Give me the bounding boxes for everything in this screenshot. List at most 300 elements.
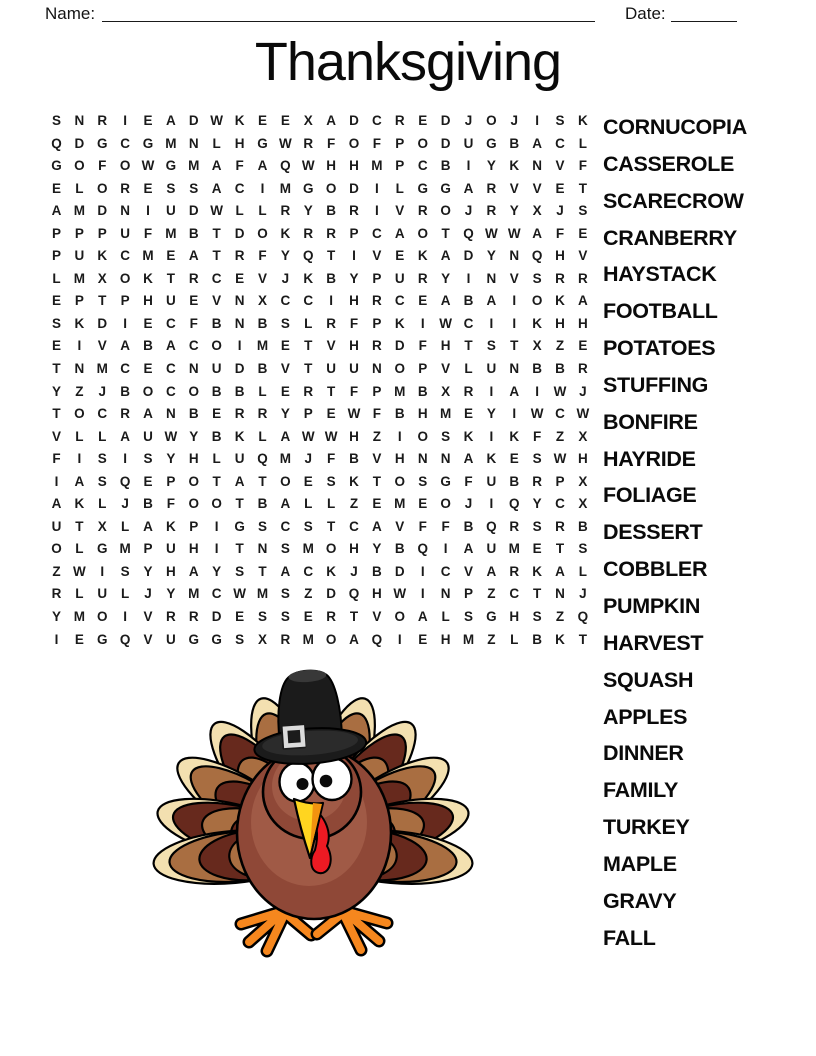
grid-letter: D (188, 203, 199, 219)
grid-letter: L (395, 180, 404, 196)
grid-letter: R (372, 293, 382, 309)
grid-letter: E (51, 180, 61, 196)
grid-letter: P (143, 541, 153, 557)
grid-letter: B (417, 383, 428, 399)
grid-letter: J (121, 496, 129, 512)
word-list-item: CASSEROLE (603, 151, 735, 176)
grid-letter: Y (532, 496, 542, 512)
grid-letter: H (166, 563, 176, 579)
grid-letter: L (258, 428, 267, 444)
grid-letter: J (281, 270, 290, 286)
grid-letter: R (532, 473, 543, 489)
grid-letter: R (166, 609, 176, 625)
grid-letter: N (440, 451, 451, 467)
grid-letter: Y (166, 586, 176, 602)
grid-letter: E (235, 609, 245, 625)
word-list-item: PUMPKIN (603, 593, 701, 618)
grid-letter: U (326, 361, 336, 377)
grid-row (45, 110, 594, 133)
grid-letter: D (97, 315, 108, 331)
grid-letter: S (441, 428, 451, 444)
grid-letter: C (349, 518, 359, 534)
grid-letter: C (555, 496, 565, 512)
grid-letter: H (326, 158, 336, 174)
grid-letter: C (555, 135, 565, 151)
grid-letter: R (188, 609, 199, 625)
grid-letter: I (54, 473, 59, 489)
grid-letter: R (326, 315, 336, 331)
grid-row (45, 245, 594, 268)
grid-letter: V (372, 451, 382, 467)
right-pupil (320, 775, 333, 788)
grid-letter: E (51, 293, 61, 309)
grid-letter: K (166, 518, 176, 534)
grid-letter: B (211, 428, 222, 444)
grid-letter: Y (486, 158, 496, 174)
word-list-item: FAMILY (603, 778, 679, 803)
grid-letter: E (578, 338, 588, 354)
grid-letter: I (214, 518, 219, 534)
grid-letter: Q (509, 496, 520, 512)
grid-letter: F (143, 225, 153, 241)
grid-letter: M (394, 496, 406, 512)
grid-letter: B (509, 135, 520, 151)
grid-letter: K (532, 563, 543, 579)
grid-letter: W (210, 203, 224, 219)
grid-letter: O (325, 180, 337, 196)
grid-letter: B (532, 361, 543, 377)
grid-letter: K (509, 158, 520, 174)
grid-letter: X (578, 428, 588, 444)
grid-letter: O (74, 158, 85, 174)
grid-row (45, 493, 594, 516)
grid-letter: R (486, 180, 497, 196)
grid-letter: I (489, 428, 494, 444)
grid-letter: Z (75, 383, 84, 399)
grid-letter: S (257, 518, 267, 534)
grid-letter: E (189, 293, 199, 309)
grid-letter: I (352, 248, 356, 264)
grid-letter: M (96, 361, 108, 377)
grid-letter: T (75, 518, 84, 534)
grid-letter: R (349, 203, 359, 219)
grid-letter: I (512, 315, 517, 331)
grid-letter: R (280, 203, 291, 219)
grid-letter: F (578, 158, 588, 174)
grid-letter: T (555, 541, 565, 557)
grid-letter: P (349, 225, 359, 241)
grid-letter: B (326, 203, 336, 219)
grid-letter: P (51, 248, 61, 264)
grid-row (45, 516, 594, 539)
grid-letter: I (420, 563, 425, 579)
grid-letter: U (486, 473, 497, 489)
grid-letter: K (486, 451, 497, 467)
grid-row (45, 629, 594, 652)
grid-letter: W (553, 451, 567, 467)
grid-letter: W (301, 428, 315, 444)
grid-letter: A (440, 248, 451, 264)
grid-letter: R (303, 383, 314, 399)
grid-letter: D (97, 203, 108, 219)
grid-letter: R (326, 609, 336, 625)
grid-letter: R (578, 270, 588, 286)
grid-letter: T (235, 541, 244, 557)
grid-letter: U (166, 293, 176, 309)
word-list-item: MAPLE (603, 851, 677, 876)
grid-letter: T (578, 631, 588, 647)
grid-letter: O (280, 473, 291, 489)
grid-letter: E (372, 496, 382, 512)
grid-letter: W (141, 158, 155, 174)
grid-letter: T (441, 225, 450, 241)
grid-letter: Z (487, 586, 496, 602)
grid-letter: Y (51, 383, 61, 399)
grid-letter: K (303, 270, 314, 286)
grid-letter: O (211, 496, 222, 512)
grid-letter: R (120, 180, 130, 196)
grid-letter: A (120, 338, 130, 354)
grid-letter: T (464, 338, 473, 354)
grid-letter: P (395, 135, 405, 151)
grid-letter: N (188, 135, 199, 151)
grid-letter: B (532, 631, 543, 647)
grid-letter: I (420, 586, 425, 602)
grid-letter: G (96, 541, 108, 557)
grid-letter: C (166, 315, 176, 331)
grid-letter: E (74, 631, 84, 647)
grid-letter: O (257, 225, 268, 241)
word-list-item: POTATOES (603, 336, 716, 361)
grid-letter: F (372, 406, 382, 422)
grid-letter: L (304, 496, 313, 512)
grid-letter: L (75, 180, 84, 196)
grid-letter: A (463, 180, 474, 196)
grid-letter: H (349, 428, 359, 444)
grid-letter: U (166, 541, 176, 557)
grid-letter: Q (463, 225, 474, 241)
grid-letter: H (440, 338, 451, 354)
grid-letter: I (420, 315, 425, 331)
grid-letter: I (214, 541, 219, 557)
grid-letter: W (301, 158, 315, 174)
grid-letter: F (533, 428, 542, 444)
grid-letter: B (211, 383, 222, 399)
grid-letter: D (234, 361, 245, 377)
grid-letter: U (234, 451, 245, 467)
grid-letter: O (188, 496, 200, 512)
grid-letter: O (119, 270, 131, 286)
grid-letter: V (395, 203, 405, 219)
grid-letter: I (535, 383, 540, 399)
grid-letter: Y (212, 563, 222, 579)
grid-letter: V (555, 158, 565, 174)
grid-letter: L (212, 135, 221, 151)
grid-letter: C (120, 135, 130, 151)
grid-letter: P (166, 473, 176, 489)
grid-letter: N (509, 248, 520, 264)
grid-letter: K (326, 563, 336, 579)
grid-letter: I (77, 338, 82, 354)
grid-row (45, 448, 594, 471)
grid-letter: J (350, 563, 358, 579)
grid-letter: F (372, 135, 382, 151)
grid-row (45, 268, 594, 291)
grid-letter: Y (349, 270, 359, 286)
grid-letter: B (394, 406, 405, 422)
grid-letter: U (486, 541, 497, 557)
grid-letter: E (143, 361, 153, 377)
grid-letter: S (578, 203, 588, 219)
grid-letter: U (97, 586, 108, 602)
grid-letter: C (188, 338, 199, 354)
grid-letter: K (234, 113, 245, 128)
grid-letter: Z (349, 496, 359, 512)
grid-letter: U (143, 428, 153, 444)
grid-letter: S (280, 315, 290, 331)
grid-letter: E (280, 113, 290, 128)
grid-letter: N (372, 361, 382, 377)
grid-letter: G (211, 631, 222, 647)
grid-letter: I (512, 406, 517, 422)
grid-letter: A (257, 158, 268, 174)
grid-letter: E (143, 180, 153, 196)
grid-letter: P (120, 293, 130, 309)
grid-letter: V (372, 248, 382, 264)
grid-letter: H (188, 541, 199, 557)
grid-letter: C (120, 248, 130, 264)
grid-letter: T (52, 406, 61, 422)
grid-letter: J (464, 113, 473, 128)
grid-letter: W (347, 406, 361, 422)
grid-letter: L (304, 315, 313, 331)
grid-letter: T (510, 338, 519, 354)
grid-letter: U (166, 203, 176, 219)
grid-letter: T (235, 496, 244, 512)
grid-letter: S (532, 451, 542, 467)
grid-letter: A (532, 135, 543, 151)
grid-letter: E (143, 315, 153, 331)
grid-letter: A (280, 428, 291, 444)
grid-letter: O (142, 383, 154, 399)
grid-letter: C (234, 180, 245, 196)
grid-letter: L (578, 563, 588, 579)
turkey-illustration (143, 662, 483, 960)
grid-letter: M (279, 180, 291, 196)
grid-letter: X (532, 338, 542, 354)
grid-letter: I (397, 631, 402, 647)
grid-letter: M (394, 383, 406, 399)
date-label: Date: (625, 4, 666, 23)
grid-row (45, 606, 594, 629)
grid-letter: S (555, 113, 565, 128)
grid-letter: P (395, 158, 405, 174)
grid-letter: I (489, 383, 494, 399)
grid-letter: M (188, 158, 200, 174)
grid-letter: V (212, 293, 222, 309)
grid-letter: K (555, 631, 565, 647)
grid-letter: H (349, 158, 359, 174)
grid-letter: B (143, 338, 153, 354)
word-list-item: COBBLER (603, 557, 708, 582)
grid-letter: F (441, 518, 450, 534)
grid-letter: B (440, 158, 451, 174)
grid-letter: M (462, 631, 475, 647)
grid-letter: O (417, 225, 428, 241)
name-blank-line (102, 2, 595, 22)
grid-letter: R (97, 113, 108, 128)
grid-letter: R (578, 361, 588, 377)
grid-letter: P (372, 383, 382, 399)
word-list-item: CORNUCOPIA (603, 115, 747, 139)
grid-letter: S (326, 473, 336, 489)
grid-letter: I (123, 113, 127, 128)
grid-letter: A (143, 406, 153, 422)
grid-letter: E (418, 631, 428, 647)
grid-letter: R (51, 586, 62, 602)
grid-letter: A (280, 563, 291, 579)
grid-letter: N (440, 586, 451, 602)
grid-letter: K (143, 270, 153, 286)
grid-letter: T (533, 586, 542, 602)
grid-letter: A (440, 293, 451, 309)
grid-letter: R (417, 203, 428, 219)
grid-letter: M (508, 541, 520, 557)
grid-letter: A (234, 473, 245, 489)
grid-letter: H (394, 451, 405, 467)
grid-letter: A (417, 609, 428, 625)
grid-letter: F (189, 315, 198, 331)
grid-letter: D (234, 225, 245, 241)
grid-letter: M (256, 338, 269, 354)
grid-letter: K (532, 315, 543, 331)
grid-letter: H (349, 338, 359, 354)
grid-letter: I (489, 315, 494, 331)
grid-letter: E (143, 113, 153, 128)
grid-letter: X (97, 518, 107, 534)
grid-letter: Q (119, 473, 131, 489)
grid-row (45, 426, 594, 449)
word-list-item: CRANBERRY (603, 225, 737, 250)
grid-letter: P (51, 225, 61, 241)
grid-letter: D (440, 113, 451, 128)
grid-letter: A (486, 293, 497, 309)
word-list-item: STUFFING (603, 372, 709, 397)
grid-letter: G (165, 158, 177, 174)
grid-letter: A (280, 496, 291, 512)
grid-letter: F (464, 473, 473, 489)
grid-letter: L (52, 270, 61, 286)
word-list-item: TURKEY (603, 815, 690, 840)
grid-letter: Z (304, 586, 313, 602)
grid-letter: T (212, 225, 221, 241)
grid-letter: G (188, 631, 200, 647)
grid-letter: C (463, 315, 474, 331)
grid-letter: E (303, 609, 313, 625)
grid-letter: S (303, 518, 313, 534)
grid-letter: W (164, 428, 178, 444)
grid-letter: Z (555, 609, 565, 625)
grid-letter: E (303, 473, 313, 489)
grid-letter: C (166, 383, 176, 399)
grid-letter: D (394, 338, 405, 354)
grid-letter: N (166, 406, 176, 422)
grid-letter: G (417, 180, 428, 196)
grid-letter: M (302, 631, 314, 647)
grid-letter: B (120, 383, 130, 399)
grid-letter: Y (372, 541, 382, 557)
grid-letter: H (234, 135, 245, 151)
grid-letter: I (77, 451, 82, 467)
grid-letter: U (486, 361, 497, 377)
grid-letter: A (166, 338, 176, 354)
grid-letter: Y (303, 203, 313, 219)
grid-letter: T (304, 361, 313, 377)
grid-letter: I (466, 158, 471, 174)
grid-row (45, 223, 594, 246)
grid-letter: P (372, 315, 382, 331)
grid-letter: N (417, 451, 428, 467)
grid-row (45, 313, 594, 336)
grid-letter: C (166, 361, 176, 377)
grid-letter: P (303, 406, 313, 422)
grid-letter: F (418, 338, 427, 354)
grid-letter: E (257, 113, 267, 128)
grid-letter: Q (577, 609, 589, 625)
grid-letter: T (327, 518, 336, 534)
grid-letter: Y (486, 406, 496, 422)
grid-letter: W (233, 586, 246, 602)
grid-letter: O (96, 180, 108, 196)
grid-letter: E (395, 248, 405, 264)
grid-letter: I (489, 496, 494, 512)
grid-letter: G (440, 473, 451, 489)
grid-letter: V (441, 361, 451, 377)
grid-letter: D (74, 135, 85, 151)
grid-letter: T (372, 473, 382, 489)
grid-letter: A (463, 541, 474, 557)
grid-letter: V (509, 270, 519, 286)
grid-letter: G (96, 631, 108, 647)
grid-letter: K (234, 428, 245, 444)
grid-letter: A (188, 563, 199, 579)
grid-letter: P (463, 586, 473, 602)
grid-letter: H (349, 293, 359, 309)
grid-letter: N (234, 293, 245, 309)
grid-letter: Z (555, 338, 565, 354)
grid-letter: C (120, 361, 130, 377)
grid-letter: M (165, 135, 177, 151)
grid-letter: A (120, 428, 130, 444)
grid-letter: A (349, 631, 359, 647)
grid-row (45, 381, 594, 404)
grid-letter: A (578, 293, 588, 309)
grid-letter: O (325, 631, 337, 647)
grid-row (45, 335, 594, 358)
grid-letter: F (258, 248, 267, 264)
grid-letter: O (211, 338, 222, 354)
grid-letter: F (555, 225, 565, 241)
grid-letter: E (280, 383, 290, 399)
grid-letter: C (211, 270, 222, 286)
grid-letter: R (417, 270, 428, 286)
grid-letter: L (98, 496, 107, 512)
grid-letter: S (189, 180, 199, 196)
grid-letter: E (532, 541, 542, 557)
grid-letter: A (74, 473, 85, 489)
grid-letter: S (280, 609, 290, 625)
grid-letter: R (257, 406, 268, 422)
